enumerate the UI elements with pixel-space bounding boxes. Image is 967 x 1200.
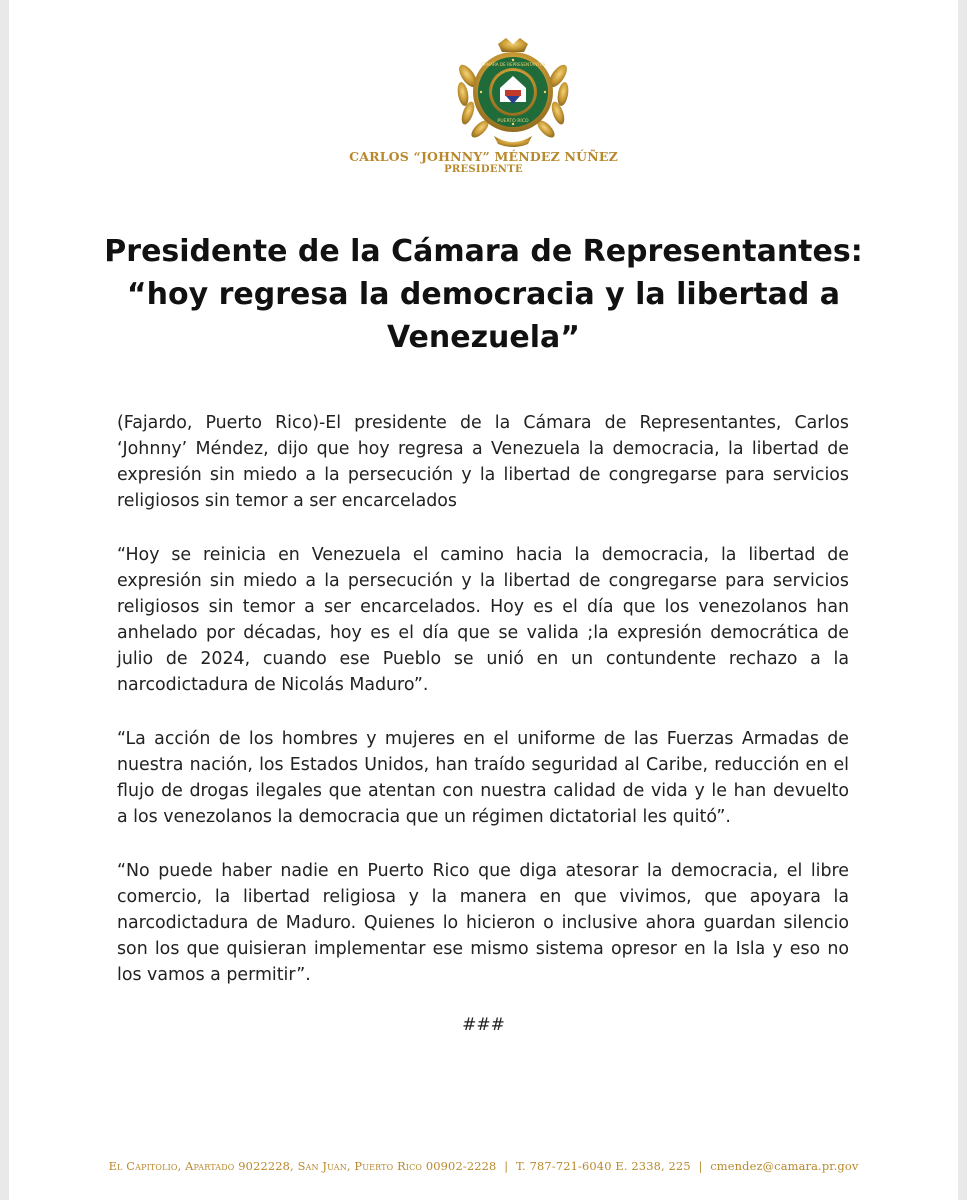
footer-extension: E. 2338, 225 bbox=[615, 1159, 691, 1173]
paragraph-quote-3: “No puede haber nadie en Puerto Rico que diga atesorar la democracia, el libre comercio, la libertad religiosa y la manera en que vivimos, que apoyara la narcodictadura de Maduro. Quienes lo hicieron o inclusive ahora guardan silencio son los que quisieran implementar ese mismo sistema opresor en la Isla y eso no los vamos a permitir”. bbox=[117, 861, 849, 985]
footer-separator-2: | bbox=[698, 1159, 703, 1173]
president-title: PRESIDENTE bbox=[444, 164, 523, 175]
headline-line-1: Presidente de la Cámara de Representantes: bbox=[104, 234, 863, 269]
footer-email[interactable]: cmendez@camara.pr.gov bbox=[710, 1159, 859, 1173]
end-of-release-mark: ### bbox=[462, 1015, 505, 1035]
seal-text-bottom: PUERTO RICO bbox=[497, 119, 529, 124]
footer-address: El Capitolio, Apartado 9022228, San Juan, Puerto Rico 00902-2228 bbox=[108, 1159, 497, 1173]
paragraph-quote-1: “Hoy se reinicia en Venezuela el camino hacia la democracia, la libertad de expresión sin miedo a la persecución y la libertad de congregarse para servicios religiosos sin temor a ser encarcelados. Hoy es el día que los venezolanos han anhelado por décadas, hoy es el día que se valida ;la expresión democrática de julio de 2024, cuando ese Pueblo se unió en un contundente rechazo a la narcodictadura de Nicolás Maduro”. bbox=[117, 545, 849, 695]
president-name: CARLOS “JOHNNY” MÉNDEZ NÚÑEZ bbox=[349, 149, 618, 164]
footer-separator: | bbox=[504, 1159, 509, 1173]
headline-line-3: Venezuela” bbox=[386, 320, 581, 355]
footer-contact bbox=[0, 1159, 967, 1173]
headline-line-2: “hoy regresa la democracia y la libertad a bbox=[126, 277, 841, 312]
paragraph-quote-2: “La acción de los hombres y mujeres en el uniforme de las Fuerzas Armadas de nuestra nación, los Estados Unidos, han traído seguridad al Caribe, reducción en el flujo de drogas ilegales que atentan con nuestra calidad de vida y le han devuelto a los venezolanos la democracia que un régimen dictatorial les quitó”. bbox=[117, 729, 849, 827]
seal-text-top: CÁMARA DE REPRESENTANTES bbox=[480, 62, 546, 67]
press-release-body bbox=[117, 410, 849, 1016]
house-of-representatives-seal-icon bbox=[454, 36, 572, 150]
footer-phone: T. 787-721-6040 bbox=[516, 1159, 612, 1173]
paragraph-intro: (Fajardo, Puerto Rico)-El presidente de la Cámara de Representantes, Carlos ‘Johnny’ Méndez, dijo que hoy regresa a Venezuela la democracia, la libertad de expresión sin miedo a la persecución y la libertad de congregarse para servicios religiosos sin temor a ser encarcelados bbox=[117, 413, 849, 511]
press-release-headline bbox=[95, 230, 872, 359]
